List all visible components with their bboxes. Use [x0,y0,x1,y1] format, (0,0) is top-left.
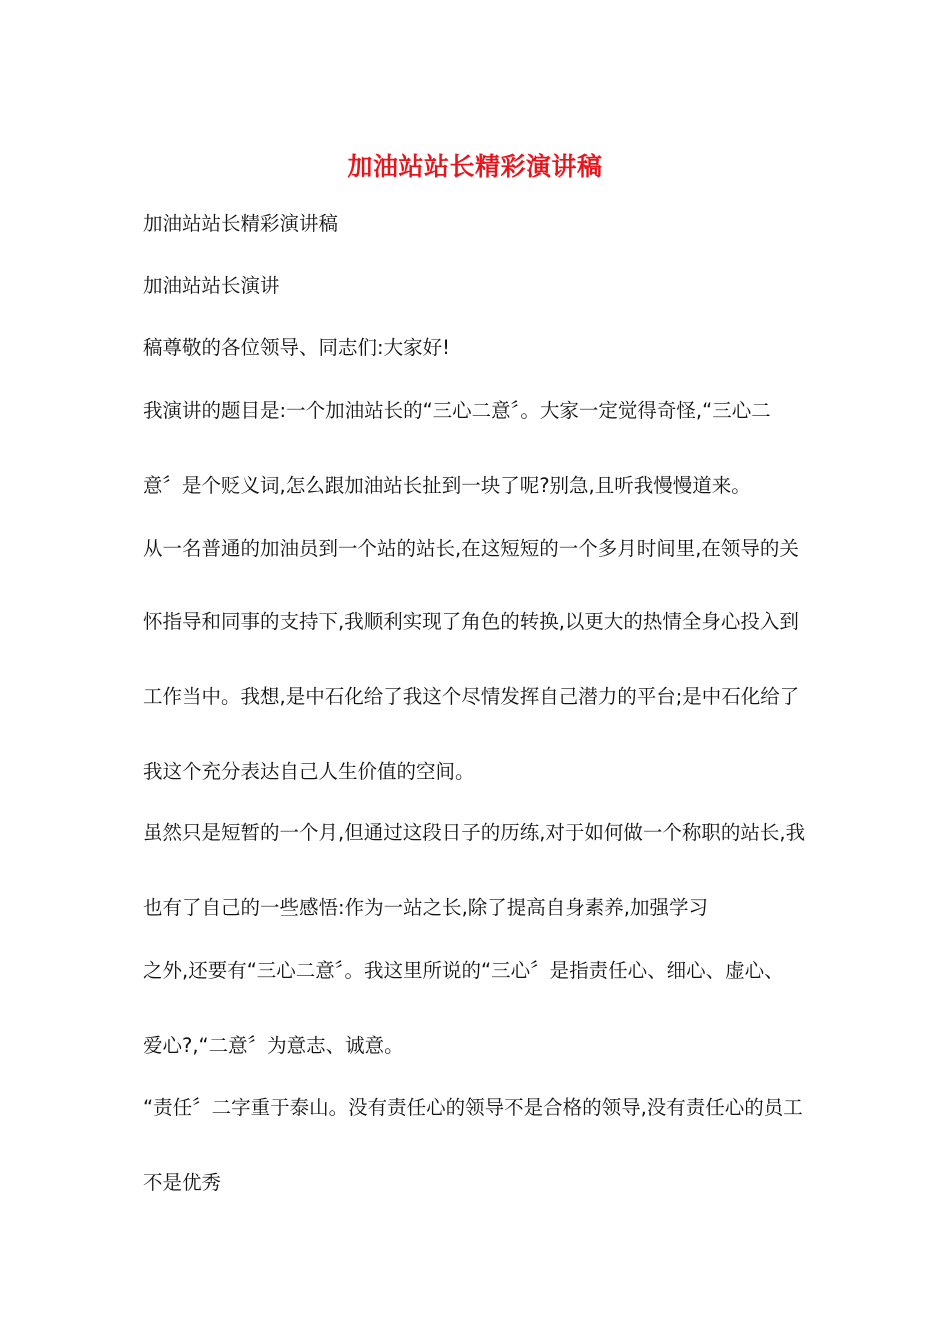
body-line: 工作当中。我想,是中石化给了我这个尽情发挥自己潜力的平台;是中石化给了 [143,685,800,708]
body-line: 加油站站长精彩演讲稿 [143,212,339,235]
body-line: 之外,还要有“三心二意〞。我这里所说的“三心〞是指责任心、细心、虚心、 [143,959,784,982]
body-line: 意〞是个贬义词,怎么跟加油站长扯到一块了呢?别急,且听我慢慢道来。 [143,474,751,497]
body-line: 我演讲的题目是:一个加油站长的“三心二意〞。大家一定觉得奇怪,“三心二 [143,399,771,422]
body-line: 不是优秀 [143,1171,222,1194]
body-line: 稿尊敬的各位领导、同志们:大家好! [143,336,450,359]
body-line: 我这个充分表达自己人生价值的空间。 [143,760,475,783]
body-line: 虽然只是短暂的一个月,但通过这段日子的历练,对于如何做一个称职的站长,我 [143,821,806,844]
body-line: 怀指导和同事的支持下,我顺利实现了角色的转换,以更大的热情全身心投入到 [143,610,799,633]
document-title: 加油站站长精彩演讲稿 [347,152,603,181]
body-line: “责任〞二字重于泰山。没有责任心的领导不是合格的领导,没有责任心的员工 [143,1096,803,1119]
body-line: 加油站站长演讲 [143,274,280,297]
body-line: 爱心?,“二意〞为意志、诚意。 [143,1034,404,1057]
body-line: 从一名普通的加油员到一个站的站长,在这短短的一个多月时间里,在领导的关 [143,537,799,560]
body-line: 也有了自己的一些感悟:作为一站之长,除了提高自身素养,加强学习 [143,896,708,919]
